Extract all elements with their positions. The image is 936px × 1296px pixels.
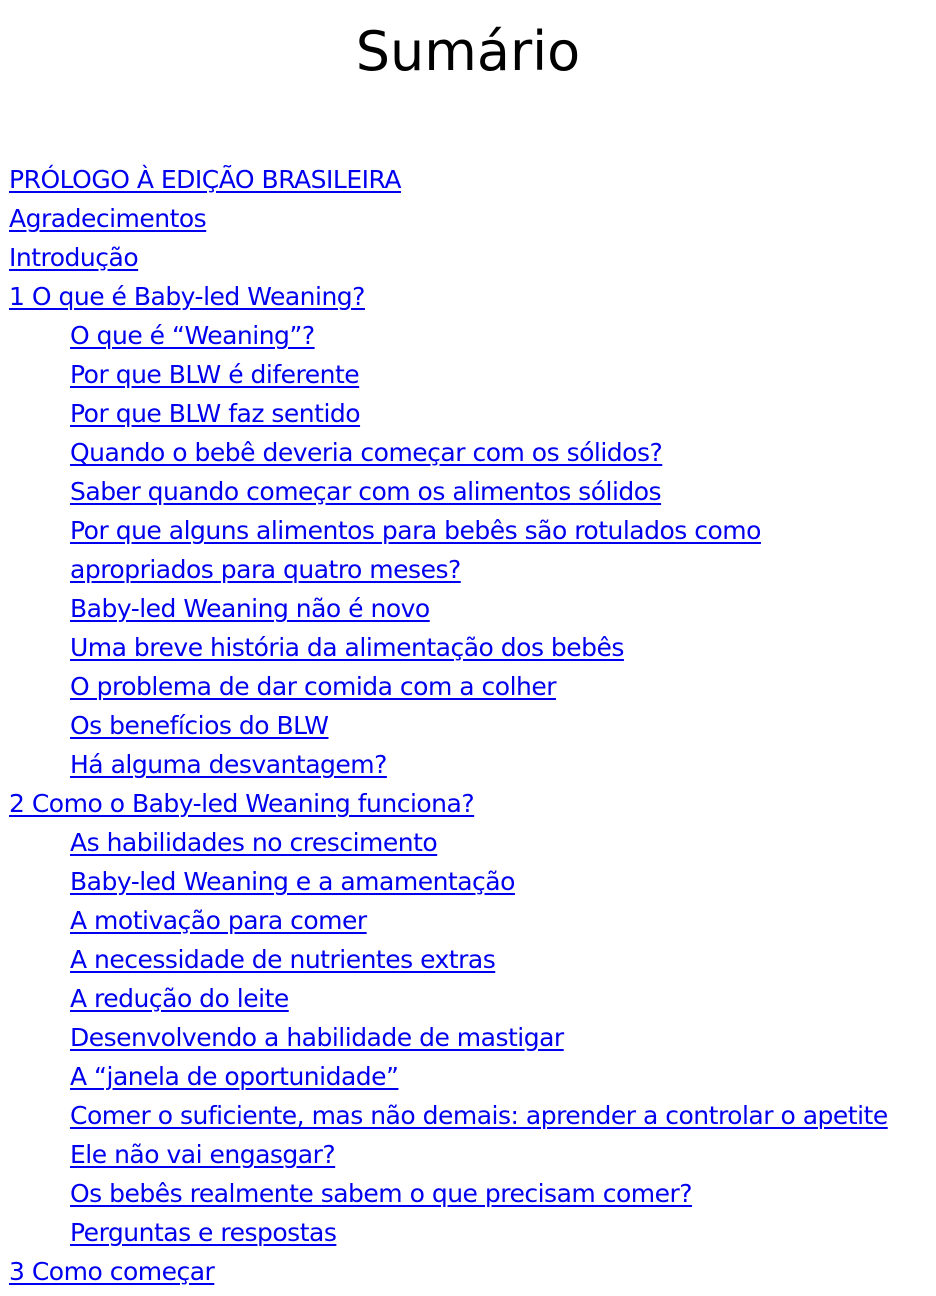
- toc-link[interactable]: Agradecimentos: [9, 204, 207, 233]
- toc-link[interactable]: Perguntas e respostas: [70, 1218, 337, 1247]
- toc-item: [9, 1213, 936, 1252]
- toc-link[interactable]: Há alguma desvantagem?: [70, 750, 387, 779]
- toc-link[interactable]: Baby-led Weaning não é novo: [70, 594, 430, 623]
- toc-link[interactable]: Comer o suficiente, mas não demais: aprender a controlar o apetite: [70, 1101, 888, 1130]
- toc-link[interactable]: As habilidades no crescimento: [70, 828, 438, 857]
- table-of-contents: [9, 160, 936, 1291]
- toc-link[interactable]: Uma breve história da alimentação dos bebês: [70, 633, 624, 662]
- toc-item: [9, 1135, 936, 1174]
- toc-link[interactable]: Quando o bebê deveria começar com os sólidos?: [70, 438, 663, 467]
- toc-item: [9, 472, 936, 511]
- toc-item: [9, 1057, 936, 1096]
- toc-item: [9, 355, 936, 394]
- toc-item: [9, 511, 936, 550]
- toc-link[interactable]: Baby-led Weaning e a amamentação: [70, 867, 515, 896]
- toc-link[interactable]: A redução do leite: [70, 984, 289, 1013]
- toc-item: [9, 667, 936, 706]
- toc-item: [9, 784, 936, 823]
- toc-item: [9, 1096, 936, 1135]
- toc-link[interactable]: A “janela de oportunidade”: [70, 1062, 399, 1091]
- toc-link[interactable]: A motivação para comer: [70, 906, 367, 935]
- toc-link[interactable]: Por que BLW é diferente: [70, 360, 360, 389]
- toc-item: [9, 940, 936, 979]
- toc-link[interactable]: O problema de dar comida com a colher: [70, 672, 557, 701]
- toc-item: [9, 901, 936, 940]
- page-title: Sumário: [355, 20, 581, 83]
- toc-item: [9, 1252, 936, 1291]
- toc-item: [9, 1018, 936, 1057]
- toc-item: [9, 979, 936, 1018]
- toc-item: [9, 433, 936, 472]
- toc-link[interactable]: A necessidade de nutrientes extras: [70, 945, 496, 974]
- toc-item: [9, 160, 936, 199]
- toc-item: [9, 745, 936, 784]
- toc-link[interactable]: 3 Como começar: [9, 1257, 215, 1286]
- toc-link[interactable]: Por que BLW faz sentido: [70, 399, 361, 428]
- toc-item: [9, 862, 936, 901]
- toc-link[interactable]: apropriados para quatro meses?: [70, 555, 461, 584]
- toc-link[interactable]: Os benefícios do BLW: [70, 711, 329, 740]
- toc-link[interactable]: Desenvolvendo a habilidade de mastigar: [70, 1023, 564, 1052]
- toc-item: [9, 823, 936, 862]
- toc-item: [9, 1174, 936, 1213]
- toc-item: [9, 316, 936, 355]
- toc-link[interactable]: Ele não vai engasgar?: [70, 1140, 336, 1169]
- toc-link[interactable]: Saber quando começar com os alimentos sólidos: [70, 477, 662, 506]
- toc-link[interactable]: PRÓLOGO À EDIÇÃO BRASILEIRA: [9, 165, 401, 194]
- toc-link[interactable]: Os bebês realmente sabem o que precisam comer?: [70, 1179, 693, 1208]
- toc-item: [9, 394, 936, 433]
- toc-item: [9, 550, 936, 589]
- toc-link[interactable]: Introdução: [9, 243, 139, 272]
- toc-item: [9, 277, 936, 316]
- toc-item: [9, 628, 936, 667]
- toc-item: [9, 238, 936, 277]
- toc-link[interactable]: 1 O que é Baby-led Weaning?: [9, 282, 365, 311]
- toc-item: [9, 589, 936, 628]
- toc-item: [9, 706, 936, 745]
- toc-link[interactable]: O que é “Weaning”?: [70, 321, 315, 350]
- toc-link[interactable]: 2 Como o Baby-led Weaning funciona?: [9, 789, 475, 818]
- toc-item: [9, 199, 936, 238]
- toc-link[interactable]: Por que alguns alimentos para bebês são rotulados como: [70, 516, 761, 545]
